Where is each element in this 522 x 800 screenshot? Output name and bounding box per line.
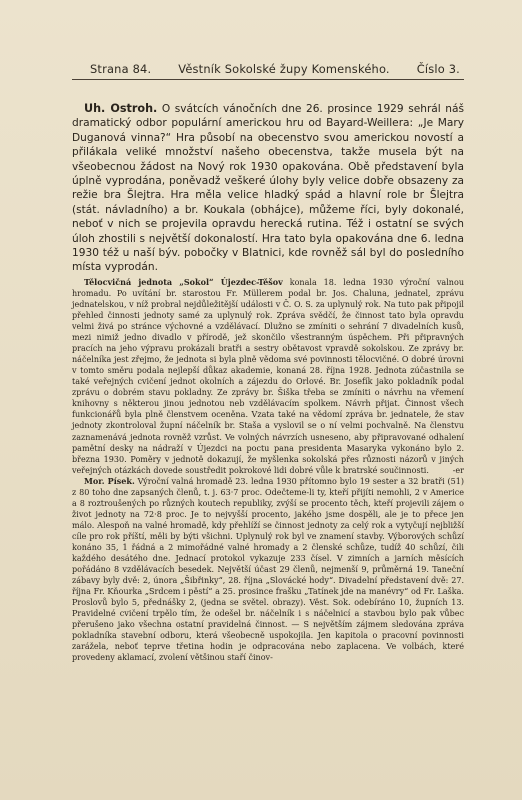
article-text: Výroční valná hromadě 23. ledna 1930 přítomno bylo 19 sester a 32 bratři (51) z 80 toho dne zapsaných členů, t. j. 63·7 proc. Odečteme-li ty, kteří přijíti nemohli, 2 v Americe a 8 roztroušených po různých koutech republiky, zvýší se procento těch, kteří projevili zájem o život jednoty na 72·8 proc. Je to nejvyšší procento, jakého jsme dospěli, ale je to přece jen málo. Alespoň na valné hromadě, kdy přehlíží se činnost jednoty za celý rok a vytyčují nejbližší cíle pro rok příští, měli by býti všichni. Uplynulý rok byl ve znamení stavby. Výborových schůzí konáno 35, 1 řádná a 2 mimořádné valné hromady a 2 členské schůze, tudíž 40 schůzí, čili každého desátého dne. Jednací protokol vykazuje 233 čísel. V zimních a jarních měsících pořádáno 8 vzdělávacích besedek. Největší účast 29 členů, nejmenší 9, průměrná 19. Taneční zábavy byly dvě: 2, února „Šibřinky“, 28. října „Slovácké hody“. Divadelní představení dvě: 27. října Fr. Kňourka „Srdcem i pěstí“ a 25. prosince frašku „Tatínek jde na manévry“ od Fr. Laška. Proslovů bylo 5, přednášky 2, (jedna se světel. obrazy). Věst. Sok. odebíráno 10, župních 13. Pravidelné cvičení trpělo tím, že odešel br. náčelník i s náčelnicí a stavbou bylo pak vůbec přerušeno jako všechna ostatní pravidelná činnost. — S největším zájmem sledována zpráva pokladníka stavební odboru, která všeobecně uspokojila. Jen kapitola o pracovní povinnosti zarážela, neboť teprve třetina hodin je odpracována nebo zaplacena. Ve volbách, které provedeny aklamací, zvolení většinou staří činov- bbox=[72, 476, 465, 663]
article-text: konala 18. ledna 1930 výroční valnou hromadu. Po uvítání br. starostou Fr. Müllerem podal br. Jos. Chaluna, jednatel, zprávu jednatelskou, v níž probral nejdůležitější události v Č. O. S. za uplynulý rok. Na tuto pak připojil přehled činnosti jednoty samé za uplynulý rok. Zpráva svědčí, že činnost tato byla opravdu velmi živá po stránce výchovné a vzdělávací. Dlužno se zmíniti o sehrání 7 divadelních kusů, mezi nimiž jedno divadlo v přírodě, jež skončilo všestranným úspěchem. Při připravných pracích na jeho výpravu prokázali bratři a sestry obětavost vpravdě sokolskou. Ze zprávy br. náčelníka jest zřejmo, že jednota si byla plně vědoma své povinnosti tělocvičné. O dobré úrovni v tomto směru podala nejlepší důkaz akademie, konaná 28. října 1928. Jednota zúčastnila se také veřejných cvičení jednot okolních a zájezdu do Orlové. Br. Josefík jako pokladník podal zprávu o dobrém stavu pokladny. Ze zprávy br. Šiška třeba se zmíniti o návrhu na vřemení knihovny s některou jinou jednotou neb vzdělávacím spolkem. Návrh přijat. Činnost všech funkcionářů byla plně členstvem oceněna. Vzata také na vědomí zpráva br. jednatele, že stav jednoty zkontroloval župní náčelník br. Staša a vyslovil se o ní velmi pochvalně. Na členstvu zaznamenává jednota rovněž vzrůst. Ve volných návrzích usneseno, aby připravované odhalení pamětní desky na nádraží v Újezdci na poctu pana presidenta Masaryka vykonáno bylo 2. března 1930. Poměry v jednotě dokazují, že myšlenka sokolská přes různosti názorů v jiných veřejných otázkách dovede soustředit pokrokové lidi dobré vůle k bratrské součinnosti. bbox=[72, 277, 465, 475]
article-title: Mor. Písek. bbox=[84, 475, 135, 486]
journal-title: Věstník Sokolské župy Komenského. bbox=[178, 62, 390, 76]
article-signature: -er bbox=[452, 465, 464, 475]
article-uh-ostroh bbox=[72, 102, 464, 275]
page-number: Strana 84. bbox=[90, 62, 152, 76]
article-title: Uh. Ostroh. bbox=[84, 102, 158, 115]
page-header bbox=[72, 62, 464, 80]
article-mor-pisek bbox=[72, 476, 464, 664]
issue-number: Číslo 3. bbox=[416, 62, 460, 76]
article-text: O svátcích vánočních dne 26. prosince 1929 sehrál náš dramatický odbor populární americkou hru od Bayard-Weillera: „Je Mary Duganová vinna?“ Hra působí na obecenstvo svou americkou novostí a přilákala veliké množství našeho obecenstva, takže musela být na všeobecnou žádost na Nový rok 1930 opakována. Obě představení byla úplně vyprodána, poněvadž veškeré úlohy byly velice dobře obsazeny za režie bra Šlejtra. Hra měla velice hladký spád a hlavní role br Šlejtra (stát. návladního) a br. Koukala (obhájce), můžeme říci, byly dokonalé, neboť v nich se projevila opravdu herecká rutina. Též i ostatní se svých úloh zhostili s největší dokonalostí. Hra tato byla opakována dne 6. ledna 1930 též u naší býv. pobočky v Blatnici, kde rovněž sál byl do posledního místa vyprodán. bbox=[72, 103, 464, 274]
article-title: Tělocvičná jednota „Sokol“ Újezdec-Těšov bbox=[84, 276, 283, 287]
article-ujezdec-tesov bbox=[72, 277, 464, 476]
